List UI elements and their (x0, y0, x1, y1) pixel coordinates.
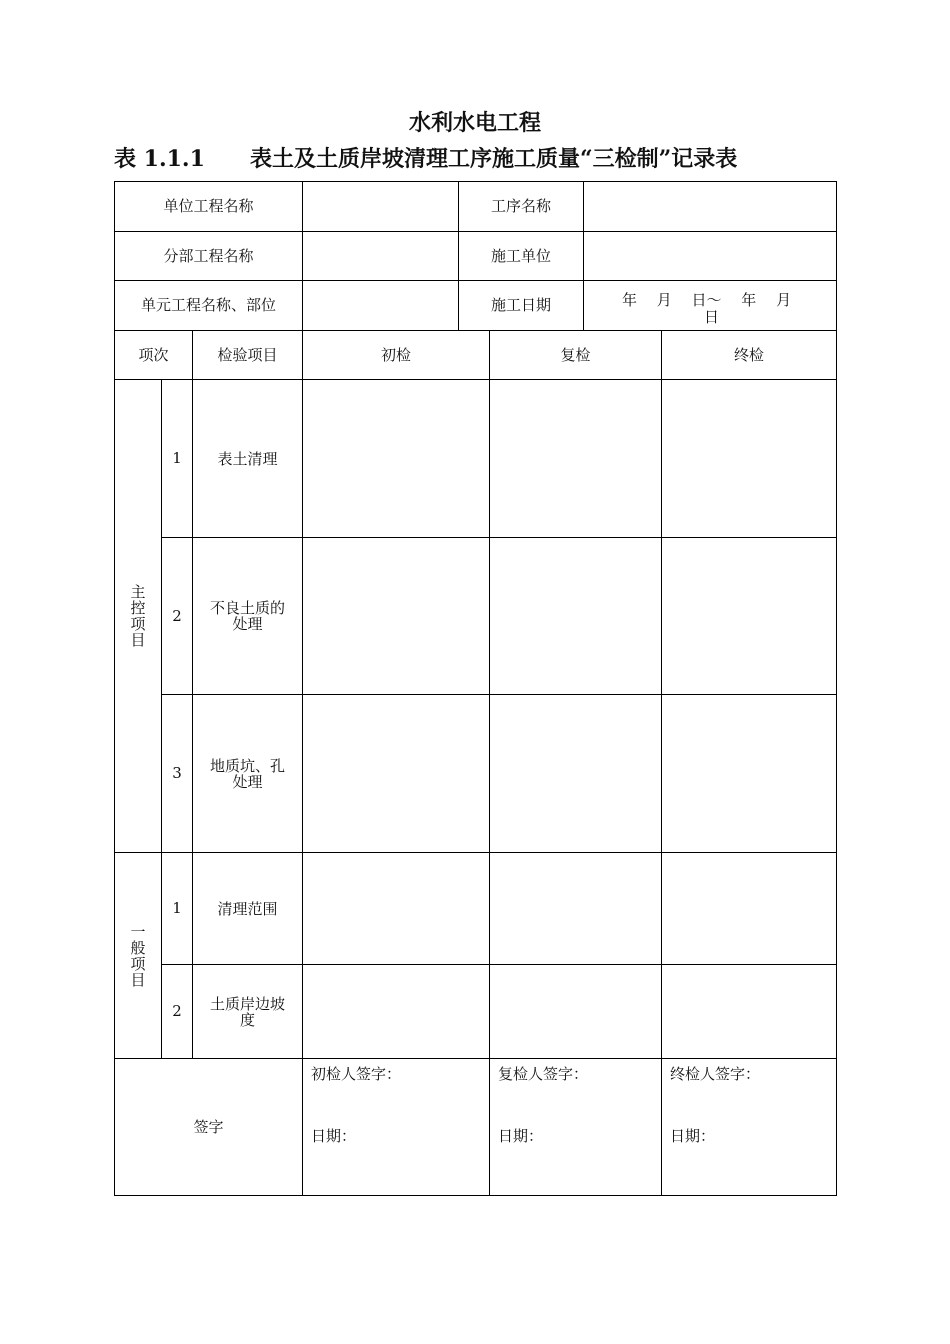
general-item-2-name: 土质岸边坡 度 (209, 994, 285, 1029)
construction-date-line2: 日 (704, 308, 720, 326)
main-item-2-first-check[interactable] (303, 538, 489, 694)
element-project-field[interactable] (303, 281, 458, 330)
branch-project-field[interactable] (303, 232, 458, 280)
main-item-1-second-check[interactable] (490, 380, 661, 537)
main-item-1-final-check[interactable] (662, 380, 836, 537)
table-number: 表 1.1.1 (114, 146, 205, 172)
main-item-3-second-check[interactable] (490, 695, 661, 852)
column-header-check-item: 检验项目 (217, 345, 278, 364)
construction-date-line1: 年 月 日～ 年 月 (622, 291, 792, 309)
process-name-label: 工序名称 (490, 197, 551, 215)
column-header-second-check: 复检 (560, 345, 591, 364)
main-item-3-first-check[interactable] (303, 695, 489, 852)
general-item-2-first-check[interactable] (303, 965, 489, 1058)
general-item-1-final-check[interactable] (662, 853, 836, 964)
table-title (114, 142, 737, 173)
unit-project-label: 单位工程名称 (163, 197, 254, 215)
general-item-1-second-check[interactable] (490, 853, 661, 964)
final-signer-date-label: 日期： (670, 1127, 716, 1145)
main-item-1-name: 表土清理 (217, 449, 278, 468)
main-item-2-no: 2 (172, 606, 182, 625)
process-name-field[interactable] (584, 182, 836, 231)
general-item-1-no: 1 (172, 899, 182, 917)
main-item-3-no: 3 (172, 764, 182, 782)
construction-date-label: 施工日期 (490, 296, 551, 314)
main-item-2-name: 不良土质的 处理 (209, 599, 285, 633)
main-item-3-final-check[interactable] (662, 695, 836, 852)
second-signer-date-label: 日期： (498, 1127, 544, 1145)
table-name: 表土及土质岸坡清理工序施工质量“三检制”记录表 (250, 146, 738, 172)
main-control-group-label: 主 控 项 目 (130, 583, 146, 649)
page-title: 水利水电工程 (408, 110, 541, 136)
column-header-first-check: 初检 (380, 345, 411, 364)
general-item-2-second-check[interactable] (490, 965, 661, 1058)
main-item-2-second-check[interactable] (490, 538, 661, 694)
branch-project-label: 分部工程名称 (163, 246, 254, 265)
column-header-item-no: 项次 (138, 345, 169, 364)
construction-unit-label: 施工单位 (490, 246, 551, 265)
second-signer-label: 复检人签字： (498, 1065, 589, 1083)
main-item-1-no: 1 (172, 449, 182, 467)
general-item-2-no: 2 (172, 1002, 182, 1020)
column-header-final-check: 终检 (733, 345, 764, 364)
first-signer-date-label: 日期： (311, 1127, 357, 1145)
main-item-3-name: 地质坑、孔 处理 (209, 756, 285, 791)
element-project-label: 单元工程名称、部位 (140, 296, 276, 314)
main-item-1-first-check[interactable] (303, 380, 489, 537)
final-signer-label: 终检人签字： (670, 1065, 761, 1083)
main-item-2-final-check[interactable] (662, 538, 836, 694)
general-group-label: 一 般 项 目 (130, 922, 146, 989)
first-signer-label: 初检人签字： (311, 1065, 402, 1083)
signature-label: 签字 (193, 1117, 224, 1136)
construction-unit-field[interactable] (584, 232, 836, 280)
unit-project-field[interactable] (303, 182, 458, 231)
general-item-2-final-check[interactable] (662, 965, 836, 1058)
general-item-1-first-check[interactable] (303, 853, 489, 964)
general-item-1-name: 清理范围 (217, 899, 278, 918)
